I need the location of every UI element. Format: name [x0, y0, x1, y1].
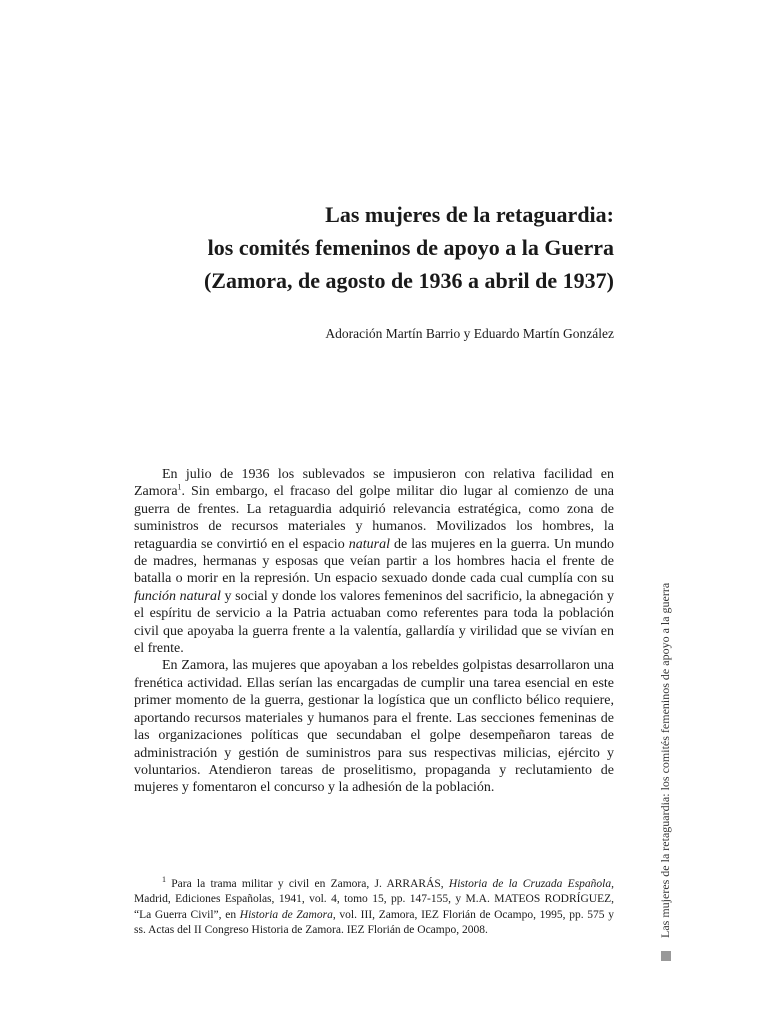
paragraph-1 — [134, 466, 614, 657]
p1-italic-natural: natural — [348, 536, 390, 552]
footnote — [134, 877, 614, 939]
p1-italic-funcion: función natural — [134, 588, 221, 604]
footnote-number: 1 — [162, 875, 166, 885]
p1-text-d: y social y donde los valores femeninos del sacrificio, la abnegación y el espíritu de servicio a la Patria actuaban como referentes para toda la población civil que apoyaba la guerra frente a la valentía, gallardía y virilidad que se vivían en el frente. — [134, 588, 614, 657]
article-title — [94, 198, 614, 297]
p1-text-a: En julio de 1936 los sublevados se impusieron con relativa facilidad en Zamora — [134, 467, 614, 500]
p1-text-c: de las mujeres en la guerra. Un mundo de madres, hermanas y esposas que veían partir a los hombres hacia el frente de batalla o morir en la represión. Un espacio sexuado donde cada cual cumplía con su — [134, 536, 615, 587]
running-header: Las mujeres de la retaguardia: los comités femeninos de apoyo a la guerra — [658, 582, 672, 938]
footnote-1 — [134, 877, 614, 939]
title-line-2: los comités femeninos de apoyo a la Guerra — [207, 235, 614, 260]
page-marker — [661, 951, 671, 961]
body-text — [134, 466, 614, 797]
title-line-1: Las mujeres de la retaguardia: — [325, 202, 614, 227]
authors: Adoración Martín Barrio y Eduardo Martín González — [325, 326, 614, 341]
p1-text-b: . Sin embargo, el fracaso del golpe militar dio lugar al comienzo de una guerra de frentes. La retaguardia adquirió relevancia estratégica, como zona de suministros de recursos materiales y humanos. Movilizados los hombres, la retaguardia se convirtió en el espacio — [134, 484, 614, 552]
fn-text-b: , Madrid, Ediciones Españolas, 1941, vol. 4, tomo 15, pp. 147-155, y M.A. MATEOS RODRÍGUEZ, “La Guerra Civil”, en — [134, 878, 614, 921]
paragraph-2: En Zamora, las mujeres que apoyaban a los rebeldes golpistas desarrollaron una frenética actividad. Ellas serían las encargadas de cumplir una tarea esencial en este primer momento de la guerra, gestionar la logística que un conflicto bélico requiere, aportando recursos materiales y humanos para el frente. Las secciones femeninas de las organizaciones políticas que secundaban el golpe desempeñaron tareas de administración y gestión de suministros para sus respectivas milicias, ejército y voluntarios. Atendieron tareas de proselitismo, propaganda y reclutamiento de mujeres y fomentaron el concurso y la adhesión de la población. — [134, 658, 614, 796]
footnote-ref-1: 1 — [177, 482, 182, 492]
fn-italic-1: Historia de la Cruzada Española — [448, 878, 612, 890]
fn-italic-2: Historia de Zamora — [239, 908, 333, 921]
title-line-3: (Zamora, de agosto de 1936 a abril de 1937) — [203, 268, 614, 293]
fn-text-a: Para la trama militar y civil en Zamora, J. ARRARÁS, — [171, 878, 449, 890]
fn-text-c: , vol. III, Zamora, IEZ Florián de Ocampo, 1995, pp. 575 y ss. Actas del II Congreso Historia de Zamora. IEZ Florián de Ocampo, 2008. — [134, 908, 615, 937]
